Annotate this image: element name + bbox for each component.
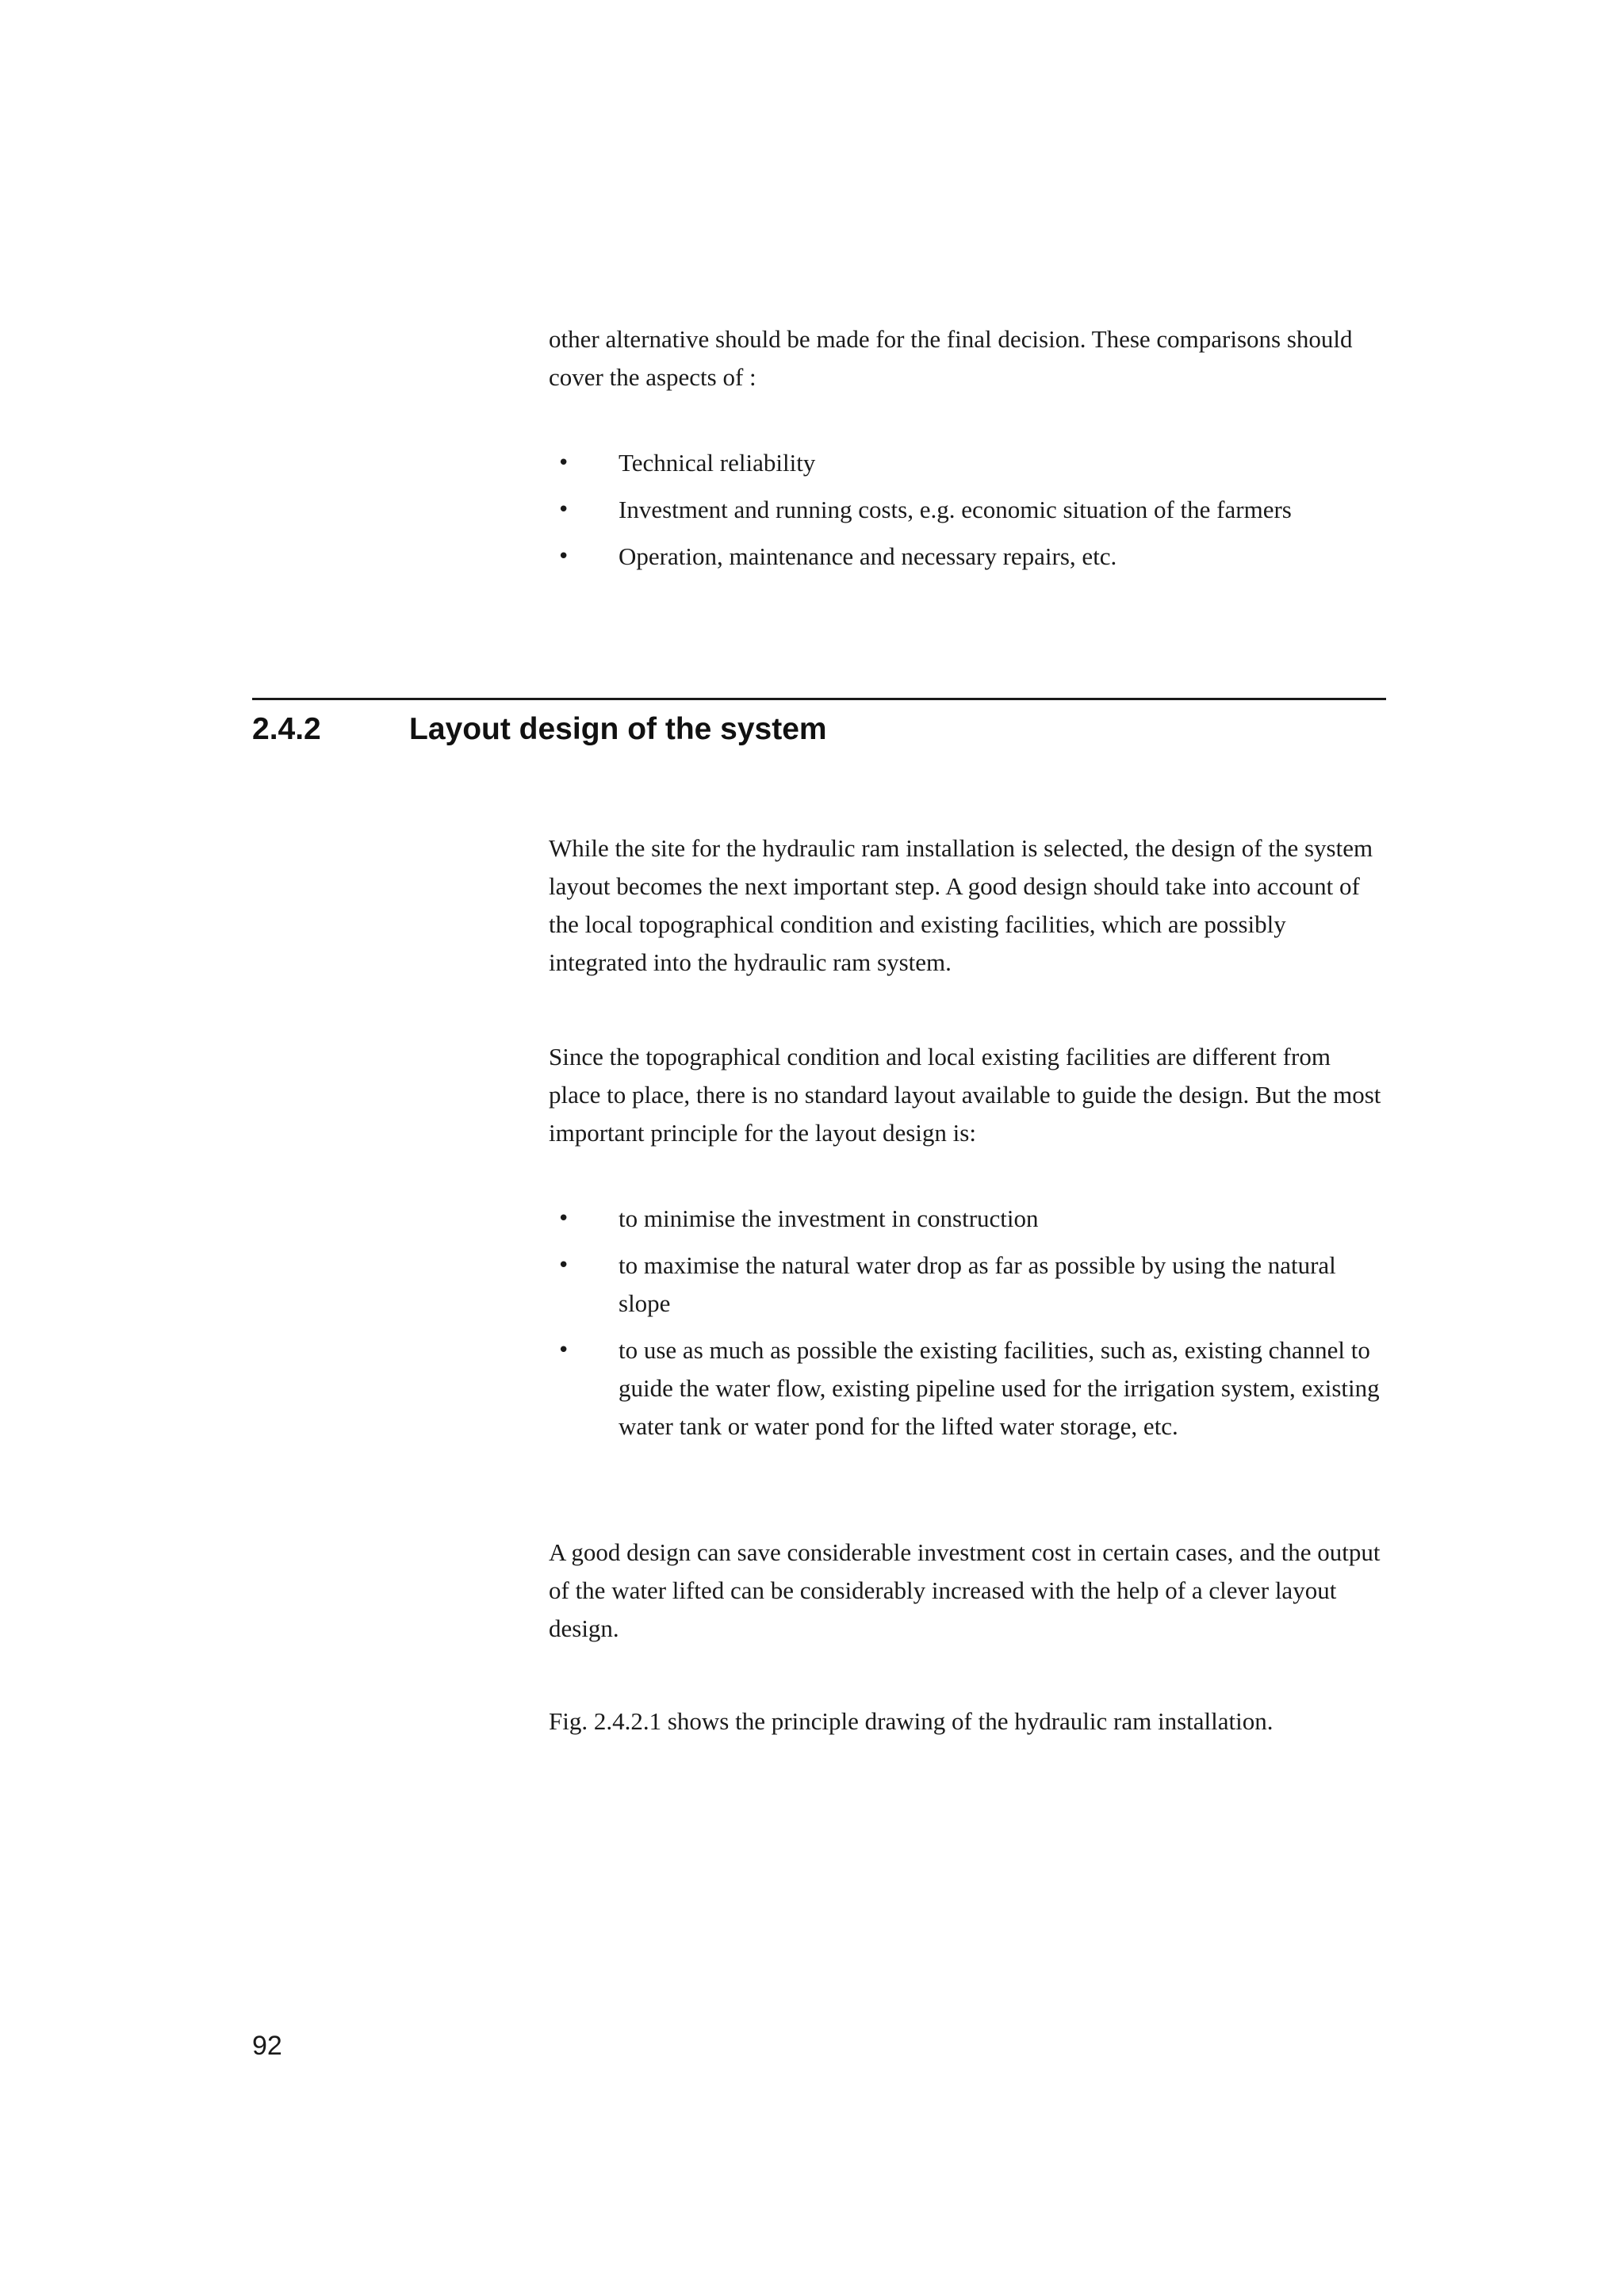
list-item-text: to maximise the natural water drop as far as possible by using the natural slope bbox=[619, 1251, 1336, 1317]
bullet-icon: • bbox=[557, 451, 570, 475]
list-item-text: Operation, maintenance and necessary repairs, etc. bbox=[619, 542, 1117, 570]
paragraph-text: While the site for the hydraulic ram installation is selected, the design of the system layout becomes the next important step. A good design should take into account of the local topographical condition and existing facilities, which are possibly integrated into the hydraulic ram system. bbox=[549, 834, 1373, 976]
paragraph-text: A good design can save considerable investment cost in certain cases, and the output of the water lifted can be considerably increased with the help of a clever layout design. bbox=[549, 1538, 1381, 1642]
page-number: 92 bbox=[252, 2031, 282, 2061]
list-item bbox=[549, 1331, 1385, 1446]
paragraph-figure-reference bbox=[549, 1702, 1385, 1741]
intro-text: other alternative should be made for the final decision. These comparisons should cover the aspects of : bbox=[549, 325, 1353, 391]
paragraph-text: Fig. 2.4.2.1 shows the principle drawing of the hydraulic ram installation. bbox=[549, 1707, 1274, 1735]
section-number: 2.4.2 bbox=[252, 712, 321, 746]
section-rule bbox=[252, 698, 1386, 700]
list-item-text: Technical reliability bbox=[619, 449, 816, 477]
list-item bbox=[549, 444, 1385, 482]
bullet-icon: • bbox=[557, 498, 570, 522]
bullet-icon: • bbox=[557, 1207, 570, 1231]
aspects-list bbox=[549, 444, 1385, 576]
paragraph-principles-intro bbox=[549, 1038, 1385, 1152]
list-item bbox=[549, 538, 1385, 576]
section-title: Layout design of the system bbox=[409, 712, 827, 746]
list-item-text: to minimise the investment in construction bbox=[619, 1204, 1039, 1232]
list-item-text: Investment and running costs, e.g. economic situation of the farmers bbox=[619, 496, 1292, 523]
bullet-icon: • bbox=[557, 1254, 570, 1277]
list-item bbox=[549, 1247, 1385, 1323]
list-item-text: to use as much as possible the existing facilities, such as, existing channel to guide the water flow, existing pipeline used for the irrigation system, existing water tank or water pond for the lifted water storage, etc. bbox=[619, 1336, 1380, 1440]
bullet-icon: • bbox=[557, 545, 570, 569]
list-item bbox=[549, 1200, 1385, 1238]
list-item bbox=[549, 491, 1385, 529]
paragraph-good-design bbox=[549, 1534, 1385, 1648]
paragraph-text: Since the topographical condition and local existing facilities are different from place to place, there is no standard layout available to guide the design. But the most important principle for the layout design is: bbox=[549, 1043, 1381, 1147]
principles-list bbox=[549, 1200, 1385, 1446]
bullet-icon: • bbox=[557, 1338, 570, 1362]
paragraph-site-selection bbox=[549, 829, 1385, 982]
intro-paragraph bbox=[549, 320, 1385, 396]
